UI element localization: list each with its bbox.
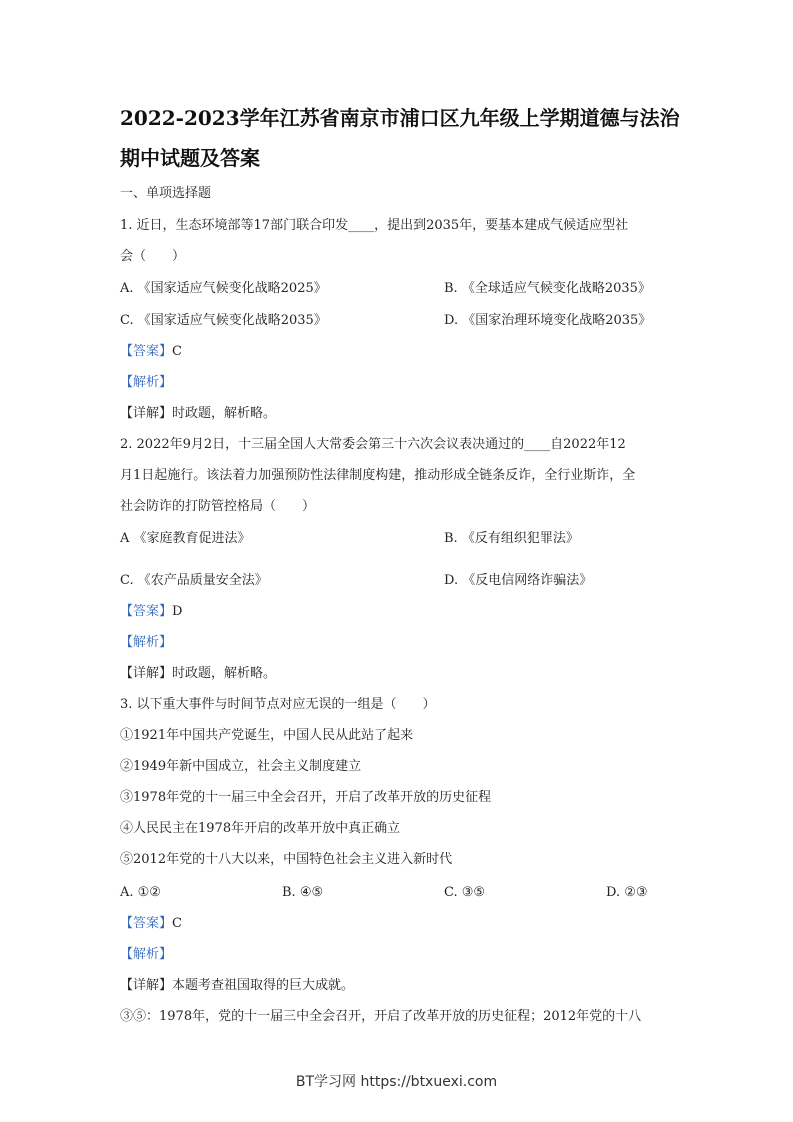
q3-statement-4: ④人民民主在1978年开启的改革开放中真正确立 [120, 821, 401, 836]
answer-label: 【答案】 [120, 344, 173, 359]
q3-detail [120, 977, 354, 995]
q1-stem-line-2: 会（ ） [120, 249, 186, 264]
q2-option-c: C. 《农产品质量安全法》 [120, 573, 268, 588]
section-heading: 一、单项选择题 [120, 186, 212, 201]
answer-value: D [172, 604, 183, 619]
q1-stem-line-1: 1. 近日，生态环境部等17部门联合印发____，提出到2035年，要基本建成气候适应型社 [120, 218, 629, 233]
q3-statement-3: ③1978年党的十一届三中全会召开，开启了改革开放的历史征程 [120, 790, 492, 805]
q2-option-a: A 《家庭教育促进法》 [120, 531, 251, 546]
answer-label: 【答案】 [120, 604, 173, 619]
q3-answer [120, 915, 182, 933]
detail-label: 【详解】 [120, 978, 173, 993]
q2-analysis-label: 【解析】 [120, 635, 173, 650]
q2-option-b: B. 《反有组织犯罪法》 [444, 531, 579, 546]
detail-text: 本题考查祖国取得的巨大成就。 [172, 978, 355, 993]
q3-stem: 3. 以下重大事件与时间节点对应无误的一组是（ ） [120, 697, 436, 712]
answer-value: C [172, 344, 182, 359]
page-title: 2022-2023学年江苏省南京市浦口区九年级上学期道德与法治期中试题及答案 [120, 106, 680, 170]
q3-option-c: C. ③⑤ [444, 885, 486, 900]
detail-text: 时政题，解析略。 [172, 406, 277, 421]
q2-answer [120, 603, 182, 621]
q3-option-b: B. ④⑤ [282, 885, 324, 900]
q2-option-d: D. 《反电信网络诈骗法》 [444, 573, 593, 588]
q2-stem-line-2: 月1日起施行。该法着力加强预防性法律制度构建，推动形成全链条反诈，全行业斯诈，全 [120, 468, 636, 483]
q3-statement-2: ②1949年新中国成立，社会主义制度建立 [120, 759, 362, 774]
q1-detail [120, 405, 276, 423]
q2-detail [120, 665, 276, 683]
q1-analysis-label: 【解析】 [120, 375, 173, 390]
answer-label: 【答案】 [120, 916, 173, 931]
q2-stem-line-1: 2. 2022年9月2日，十三届全国人大常委会第三十六次会议表决通过的____自2022年12 [120, 437, 626, 452]
q3-analysis-label: 【解析】 [120, 947, 173, 962]
q1-option-d: D. 《国家治理环境变化战略2035》 [444, 313, 652, 328]
detail-text: 时政题，解析略。 [172, 666, 277, 681]
page-footer: BT学习网 https://btxuexi.com [295, 1074, 498, 1090]
answer-value: C [172, 916, 182, 931]
detail-label: 【详解】 [120, 406, 173, 421]
q3-statement-1: ①1921年中国共产党诞生，中国人民从此站了起来 [120, 728, 414, 743]
q1-option-a: A. 《国家适应气候变化战略2025》 [120, 281, 327, 296]
q3-option-a: A. ①② [120, 885, 161, 900]
q1-answer [120, 343, 182, 361]
q2-stem-line-3: 社会防诈的打防管控格局（ ） [120, 499, 316, 514]
detail-label: 【详解】 [120, 666, 173, 681]
q3-option-d: D. ②③ [606, 885, 648, 900]
q1-option-c: C. 《国家适应气候变化战略2035》 [120, 313, 327, 328]
q1-option-b: B. 《全球适应气候变化战略2035》 [444, 281, 651, 296]
q3-detail-line-2: ③⑤：1978年，党的十一届三中全会召开，开启了改革开放的历史征程；2012年党的十八 [120, 1009, 642, 1024]
q3-statement-5: ⑤2012年党的十八大以来，中国特色社会主义进入新时代 [120, 852, 453, 867]
